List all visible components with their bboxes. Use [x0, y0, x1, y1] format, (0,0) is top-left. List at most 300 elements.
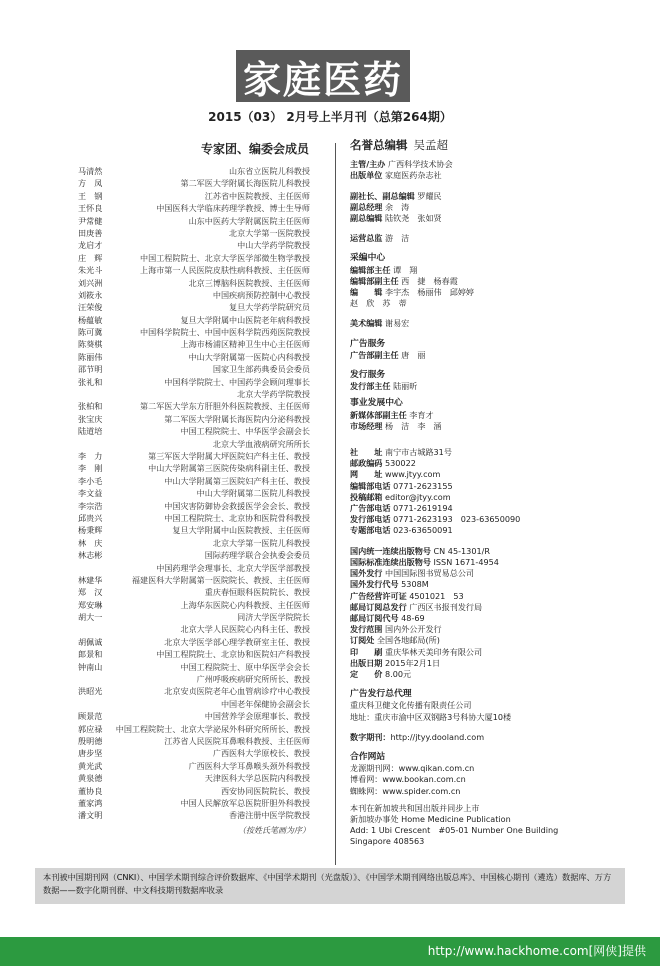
member-title: 广西医科大学耳鼻喉头颈外科教授 [188, 760, 310, 771]
member-name: 唐步坚 [78, 748, 103, 759]
line-label: 邮局订阅总发行 [350, 601, 407, 612]
honorary-chief-editor [350, 140, 630, 151]
partner-site [350, 774, 630, 785]
member-title: 中国工程院院士、原中华医学会会长 [180, 661, 310, 672]
partner-url: www.bookan.com.cn [382, 774, 466, 785]
line-label: 发行部电话 [350, 514, 391, 525]
spacer [350, 182, 630, 191]
singapore-office-line: 新加坡办事处 Home Medicine Publication [350, 813, 511, 824]
editorial-board-title: 专家团、编委会成员 [200, 142, 309, 156]
line-label: 网 址 [350, 469, 383, 480]
member-name: 黄泉德 [78, 773, 103, 784]
member-name: 李小毛 [78, 475, 103, 486]
publisher-line [350, 170, 630, 181]
member-title: 山东中医药大学附属医院主任医师 [188, 215, 310, 226]
member-name: 张礼和 [78, 376, 103, 387]
member-row [78, 772, 310, 784]
member-name: 张宝庆 [78, 413, 103, 424]
member-row [78, 685, 310, 697]
member-title: 中国营养学会原理事长、教授 [204, 711, 310, 722]
member-name: 李 力 [78, 450, 103, 461]
line-value: editor@jtyy.com [384, 491, 451, 502]
member-row [78, 289, 310, 301]
member-row [78, 760, 310, 772]
publication-line [350, 602, 630, 613]
line-label: 发行范围 [350, 624, 383, 635]
member-title: 国际药理学联合会执委会委员 [204, 550, 310, 561]
section-title: 广告服务 [350, 338, 386, 349]
member-title: 北京大学血液病研究所所长 [212, 438, 310, 449]
member-name: 林建华 [78, 574, 103, 585]
contact-line [350, 525, 630, 536]
member-title: 第二军医大学附属长海医院儿科教授 [180, 178, 310, 189]
line-label: 副总编辑 [350, 213, 383, 224]
member-row [78, 462, 310, 474]
management-line [350, 191, 630, 202]
member-row [78, 202, 310, 214]
publication-line [350, 658, 630, 669]
agent-company: 重庆科卫健文化传播有限责任公司 [350, 700, 472, 711]
member-title: 复旦大学药学院研究员 [229, 302, 310, 313]
member-name: 黄光武 [78, 760, 103, 771]
section-title: 合作网站 [350, 751, 386, 762]
member-name: 刘筱永 [78, 289, 103, 300]
line-value: 谭 翔 [393, 264, 418, 275]
member-name: 汪荣俊 [78, 302, 103, 313]
line-label: 订阅处 [350, 635, 375, 646]
member-title: 天津医科大学总医院内科教授 [204, 773, 310, 784]
member-row [78, 227, 310, 239]
line-value: 2015年2月1日 [384, 657, 441, 668]
business-line [350, 410, 630, 421]
indexing-note: 本刊被中国期刊网（CNKI）、中国学术期刊综合评价数据库、《中国学术期刊（光盘版）》、《中国学术期刊网络出版总库》、中国核心期刊（遴选）数据库、万方数据——数字化期刊群、中文科技期刊数据库收录 [35, 868, 625, 904]
line-value: 南宁市古城路31号 [384, 447, 452, 458]
member-title: 第二军医大学附属长海医院内分泌科教授 [164, 413, 310, 424]
member-name: 郭应禄 [78, 723, 103, 734]
contact-line [350, 492, 630, 503]
member-name: 郑 汉 [78, 587, 103, 598]
member-title: 香港注册中医学院教授 [229, 810, 310, 821]
member-row [78, 388, 310, 400]
member-title: 第三军医大学附属大坪医院妇产科主任、教授 [148, 450, 310, 461]
line-value: 重庆华林天美印务有限公司 [384, 646, 483, 657]
line-label: 印 刷 [350, 646, 383, 657]
line-label: 国际标准连续出版物号 [350, 556, 431, 567]
member-title: 中国疾病预防控制中心教授 [212, 289, 310, 300]
line-value: 0771-2623155 [393, 480, 453, 491]
member-row [78, 809, 310, 821]
member-name: 林志彬 [78, 550, 103, 561]
order-note: （按姓氏笔画为序） [238, 825, 310, 835]
member-row [78, 549, 310, 561]
line-value: 48-69 [401, 612, 425, 623]
line-label: 副社长、副总编辑 [350, 190, 415, 201]
line-label: 新媒体部副主任 [350, 409, 407, 420]
member-title: 广州呼吸疾病研究所所长、教授 [196, 674, 310, 685]
member-row [78, 264, 310, 276]
line-value: ISSN 1671-4954 [433, 556, 499, 567]
section-title: 事业发展中心 [350, 398, 403, 409]
member-row [78, 314, 310, 326]
member-row [78, 400, 310, 412]
member-name: 张柏和 [78, 401, 103, 412]
line-label: 投稿邮箱 [350, 491, 383, 502]
member-row [78, 710, 310, 722]
distribution-line [350, 381, 630, 392]
member-title: 中国工程院院士、北京协和医院妇产科教授 [156, 649, 310, 660]
member-title: 中山大学附属第三医院妇产科主任、教授 [164, 475, 310, 486]
line-label: 主管/主办 [350, 159, 386, 170]
member-name: 邱贵兴 [78, 512, 103, 523]
partner-url: www.qikan.com.cn [398, 763, 475, 774]
member-title: 北京安贞医院老年心血管病诊疗中心教授 [164, 686, 310, 697]
member-name: 朱光斗 [78, 265, 103, 276]
member-title: 上海市杨浦区精神卫生中心主任医师 [180, 339, 310, 350]
member-row [78, 301, 310, 313]
digital-edition [350, 732, 630, 743]
line-value: 游 洁 [384, 233, 410, 244]
member-row [78, 450, 310, 462]
member-row [78, 599, 310, 611]
line-label: 编辑部副主任 [350, 275, 399, 286]
partner-name: 蜘蛛网： [350, 785, 383, 796]
column-divider [335, 143, 336, 865]
member-title: 中山大学附属第三医院传染病科副主任、教授 [148, 463, 310, 474]
spacer [350, 537, 630, 546]
management-line [350, 202, 630, 213]
member-name: 陈可冀 [78, 327, 103, 338]
member-name: 马清然 [78, 166, 103, 176]
member-row [78, 338, 310, 350]
member-title: 西安协同医院院长、教授 [220, 785, 310, 796]
member-row [78, 636, 310, 648]
line-value: 谢易宏 [384, 318, 410, 329]
chief-name: 吴孟超 [413, 138, 448, 152]
member-name: 杨秉辉 [78, 525, 103, 536]
member-name: 郎景和 [78, 649, 103, 660]
member-title: 北京大学医学部心理学教研室主任、教授 [164, 636, 310, 647]
line-value: 家庭医药杂志社 [384, 170, 442, 181]
line-value: 唐 丽 [401, 349, 426, 360]
member-name: 钟南山 [78, 661, 103, 672]
member-name: 胡佩诚 [78, 636, 103, 647]
member-title: 中国工程院院士、北京大学医学部微生物学教授 [140, 252, 310, 263]
publication-line [350, 669, 630, 680]
member-name: 殷明德 [78, 735, 103, 746]
issue-line: 2015（03） 2月号上半月刊（总第264期） [208, 110, 452, 124]
watermark-bar: http://www.hackhome.com[网侠]提供 [0, 937, 660, 966]
publication-line [350, 613, 630, 624]
line-value: 余 涛 [384, 201, 410, 212]
member-name: 郑安琳 [78, 599, 103, 610]
member-title: 第二军医大学东方肝胆外科医院教授、主任医师 [140, 401, 310, 412]
publication-line [350, 579, 630, 590]
digital-label: 数字期刊： [350, 731, 391, 742]
line-label: 发行部主任 [350, 381, 391, 392]
masthead-body [350, 159, 630, 847]
spacer [350, 680, 630, 689]
line-value: 杨 洁 李 涵 [384, 420, 442, 431]
line-value: 赵 欣 苏 蒂 [350, 298, 407, 309]
member-name: 李 刚 [78, 463, 103, 474]
line-value: 5308M [401, 579, 429, 590]
spacer [350, 361, 630, 370]
member-title: 中国人民解放军总医院肝胆外科教授 [180, 797, 310, 808]
member-row [78, 215, 310, 227]
editorial-line [350, 265, 630, 276]
line-label: 美术编辑 [350, 318, 383, 329]
member-row [78, 537, 310, 549]
line-label: 编辑部电话 [350, 480, 391, 491]
line-value: 李宇杰 杨丽伟 邱婷婷 [384, 287, 475, 298]
publication-line [350, 546, 630, 557]
member-name: 杨蕴敏 [78, 314, 103, 325]
member-row [78, 785, 310, 797]
line-label: 社 址 [350, 447, 383, 458]
line-label: 邮政编码 [350, 458, 383, 469]
line-label: 国外发行 [350, 568, 383, 579]
member-row [78, 190, 310, 202]
spacer [350, 743, 630, 752]
member-row [78, 512, 310, 524]
member-name: 陈丽伟 [78, 351, 103, 362]
art-editor-line [350, 318, 630, 329]
member-row [78, 475, 310, 487]
member-name: 邵节明 [78, 364, 103, 375]
member-name: 李宗浩 [78, 500, 103, 511]
editorial-board [78, 140, 310, 836]
singapore-office-line: Singapore 408563 [350, 836, 425, 847]
spacer [350, 432, 630, 441]
line-value: 023-63650091 [393, 525, 453, 536]
business-line [350, 421, 630, 432]
member-row [78, 611, 310, 623]
line-value: 西 捷 杨春霞 [401, 275, 458, 286]
member-row [78, 574, 310, 586]
line-label: 专题部电话 [350, 525, 391, 536]
member-row [78, 165, 310, 177]
section-title: 广告发行总代理 [350, 689, 412, 700]
member-row [78, 747, 310, 759]
member-title: 中山大学附属第一医院心内科教授 [188, 351, 310, 362]
member-title: 上海市第一人民医院皮肤性病科教授、主任医师 [140, 265, 310, 276]
line-value: CN 45-1301/R [433, 545, 490, 556]
line-label: 出版单位 [350, 170, 383, 181]
editorial-line [350, 298, 630, 309]
masthead [350, 140, 630, 848]
member-title: 中国老年保健协会副会长 [220, 698, 310, 709]
line-label: 运营总监 [350, 233, 383, 244]
line-value: 广西区书报刊发行局 [409, 601, 483, 612]
line-value: 0771-2619194 [393, 503, 453, 514]
member-name: 胡大一 [78, 612, 103, 623]
line-value: 国内外公开发行 [384, 624, 442, 635]
member-row [78, 797, 310, 809]
section-title: 采编中心 [350, 253, 386, 264]
ads-line [350, 350, 630, 361]
member-name: 方 凤 [78, 178, 103, 189]
member-title: 中山大学药学院教授 [237, 240, 310, 251]
member-list [78, 165, 310, 822]
line-label: 定 价 [350, 668, 383, 679]
member-row [78, 177, 310, 189]
member-row [78, 326, 310, 338]
line-value: 李育才 [409, 409, 434, 420]
member-row [78, 735, 310, 747]
member-title: 中国药理学会理事长、北京大学医学部教授 [156, 562, 310, 573]
line-label: 国外发行代号 [350, 579, 399, 590]
line-value: 8.00元 [384, 668, 412, 679]
member-row [78, 586, 310, 598]
member-name: 王 钢 [78, 190, 103, 201]
member-title: 江苏省人民医院耳鼻喉科教授、主任医师 [164, 735, 310, 746]
member-title: 上海华东医院心内科教授、主任医师 [180, 599, 310, 610]
publication-line [350, 647, 630, 658]
member-row [78, 425, 310, 437]
editorial-line [350, 276, 630, 287]
digital-url: http://jtyy.dooland.com [390, 731, 485, 742]
member-row [78, 698, 310, 710]
member-row [78, 661, 310, 673]
line-value: 全国各地邮局(所) [376, 635, 440, 646]
member-name: 潘文明 [78, 810, 103, 821]
line-label: 编辑部主任 [350, 264, 391, 275]
member-row [78, 648, 310, 660]
spacer [350, 244, 630, 253]
operations-line [350, 233, 630, 244]
member-title: 北京大学第一医院教授 [229, 227, 310, 238]
partner-name: 博看网： [350, 774, 383, 785]
member-title: 中国工程院院士、中华医学会副会长 [180, 426, 310, 437]
member-title: 北京大学第一医院儿科教授 [212, 537, 310, 548]
line-label: 邮局订阅代号 [350, 612, 399, 623]
line-label: 出版日期 [350, 657, 383, 668]
line-label: 广告经营许可证 [350, 590, 407, 601]
line-value: 罗耀民 [417, 190, 442, 201]
member-title: 江苏省中医院教授、主任医师 [204, 190, 310, 201]
partner-site [350, 786, 630, 797]
editorial-line [350, 287, 630, 298]
member-name: 顾景范 [78, 711, 103, 722]
member-row [78, 277, 310, 289]
member-title: 中国科学院院士、中国药学会顾问理事长 [164, 376, 310, 387]
section-title: 发行服务 [350, 370, 386, 381]
member-title: 国家卫生部药典委员会委员 [212, 364, 310, 375]
member-title: 中国医科大学临床药理学教授、博士生导师 [156, 203, 310, 214]
member-row [78, 351, 310, 363]
member-name: 陈葵棋 [78, 339, 103, 350]
line-value: 陆丽昕 [393, 381, 418, 392]
magazine-title-banner [236, 50, 410, 102]
member-name: 洪昭光 [78, 686, 103, 697]
line-value: 4501021 53 [409, 590, 464, 601]
member-row [78, 623, 310, 635]
line-value: 0771-2623193 023-63650090 [393, 514, 521, 525]
member-row [78, 363, 310, 375]
member-row [78, 239, 310, 251]
member-title: 中国工程院院士、北京大学泌尿外科研究所所长、教授 [115, 723, 310, 734]
member-title: 福建医科大学附属第一医院院长、教授、主任医师 [131, 574, 310, 585]
member-name: 田庚善 [78, 227, 103, 238]
member-row [78, 252, 310, 264]
partner-site [350, 763, 630, 774]
line-label: 市场经理 [350, 420, 383, 431]
singapore-office-line: 本刊在新加坡共和国出版并同步上市 [350, 802, 480, 813]
publication-line [350, 635, 630, 646]
line-value: www.jtyy.com [384, 469, 441, 480]
member-title: 北京三博脑科医院教授、主任医师 [188, 277, 310, 288]
member-name: 王怀良 [78, 203, 103, 214]
magazine-title: 家庭医药 [242, 56, 403, 102]
partner-name: 龙源期刊网： [350, 763, 399, 774]
line-label: 编 辑 [350, 287, 383, 298]
line-label: 广告部电话 [350, 503, 391, 514]
publication-line [350, 624, 630, 635]
member-title: 同济大学医学院院长 [237, 612, 310, 623]
member-row [78, 500, 310, 512]
member-row [78, 413, 310, 425]
member-name: 董协良 [78, 785, 103, 796]
member-name: 陆道培 [78, 426, 103, 437]
member-title: 中国科学院院士、中国中医科学院西苑医院教授 [140, 327, 310, 338]
member-title: 复旦大学附属中山医院教授、主任医师 [172, 525, 310, 536]
chief-label: 名誉总编辑 [350, 138, 408, 152]
member-row [78, 723, 310, 735]
publication-line [350, 557, 630, 568]
member-title: 重庆春恒眼科医院院长、教授 [204, 587, 310, 598]
member-title: 广西医科大学原校长、教授 [212, 748, 310, 759]
member-row [78, 524, 310, 536]
line-value: 陆钦尧 张如贤 [384, 213, 442, 224]
member-name: 庄 辉 [78, 252, 103, 263]
spacer [350, 224, 630, 233]
line-value: 中国国际图书贸易总公司 [384, 568, 475, 579]
contact-line [350, 447, 630, 458]
member-title: 中国工程院院士、北京协和医院骨科教授 [164, 512, 310, 523]
member-row [78, 673, 310, 685]
management-line [350, 213, 630, 224]
member-name: 刘兴洲 [78, 277, 103, 288]
member-title: 复旦大学附属中山医院老年病科教授 [180, 314, 310, 325]
member-row [78, 562, 310, 574]
contact-line [350, 481, 630, 492]
publisher-line [350, 159, 630, 170]
member-row [78, 438, 310, 450]
line-value: 530022 [384, 458, 416, 469]
contact-line [350, 458, 630, 469]
agent-address: 地址：重庆市渝中区双钢路3号科协大厦10楼 [350, 711, 512, 722]
member-title: 中国灾害防御协会救援医学会会长、教授 [164, 500, 310, 511]
spacer [350, 330, 630, 339]
contact-line [350, 469, 630, 480]
member-title: 北京大学药学院教授 [237, 389, 310, 400]
partner-url: www.spider.com.cn [382, 785, 461, 796]
member-name: 尹常健 [78, 215, 103, 226]
member-name: 林 庆 [78, 537, 103, 548]
publication-line [350, 568, 630, 579]
member-row [78, 376, 310, 388]
member-title: 北京大学人民医院心内科主任、教授 [180, 624, 310, 635]
member-title: 山东省立医院儿科教授 [229, 166, 310, 176]
member-name: 龙启才 [78, 240, 103, 251]
spacer [350, 309, 630, 318]
contact-line [350, 514, 630, 525]
contact-line [350, 503, 630, 514]
singapore-office-line: Add: 1 Ubi Crescent #05-01 Number One Building [350, 825, 559, 836]
member-row [78, 487, 310, 499]
member-name: 李文益 [78, 488, 103, 499]
publication-line [350, 591, 630, 602]
